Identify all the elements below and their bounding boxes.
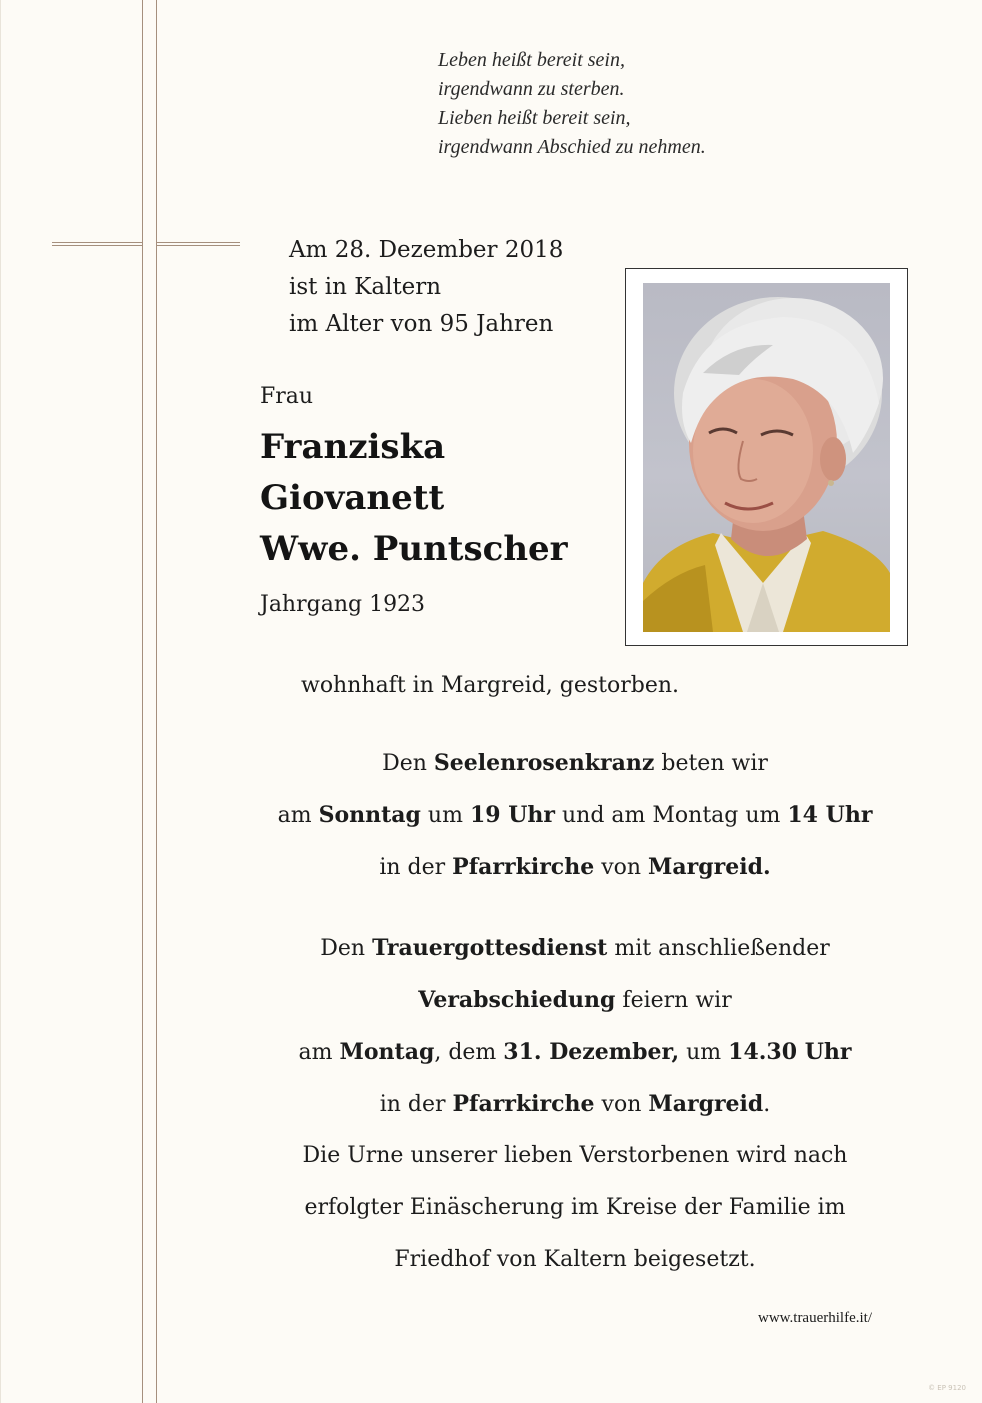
residence-line: wohnhaft in Margreid, gestorben. (300, 673, 680, 698)
rosary-line-1: Den Seelenrosenkranz beten wir (382, 750, 768, 776)
name-line: Wwe. Puntscher (260, 529, 568, 569)
name-line: Giovanett (260, 478, 445, 518)
memorial-quote (438, 46, 706, 162)
salutation: Frau (260, 384, 314, 409)
deceased-name (260, 422, 568, 575)
cross-junction (143, 240, 156, 248)
quote-line: irgendwann zu sterben. (438, 78, 625, 100)
quote-line: Lieben heißt bereit sein, (438, 107, 631, 129)
intro-line: im Alter von 95 Jahren (289, 311, 554, 337)
rosary-line-2: am Sonntag um 19 Uhr und am Montag um 14 Uhr (277, 802, 873, 828)
service-line-4: in der Pfarrkirche von Margreid. (379, 1091, 771, 1117)
funeral-service-block (170, 922, 980, 1286)
rosary-block (170, 737, 980, 893)
name-line: Franziska (260, 427, 446, 467)
print-code: © EP 9120 (928, 1384, 966, 1392)
service-line-2: Verabschiedung feiern wir (418, 987, 732, 1013)
service-line-1: Den Trauergottesdienst mit anschließender (320, 935, 830, 961)
cross-vertical-bar (142, 0, 157, 1403)
urn-line-2: erfolgter Einäscherung im Kreise der Familie im (304, 1195, 846, 1220)
death-announcement-intro (289, 232, 563, 343)
rosary-line-3: in der Pfarrkirche von Margreid. (379, 854, 771, 880)
urn-line-1: Die Urne unserer lieben Verstorbenen wird nach (302, 1143, 848, 1168)
quote-line: irgendwann Abschied zu nehmen. (438, 136, 706, 158)
quote-line: Leben heißt bereit sein, (438, 49, 625, 71)
website-url: www.trauerhilfe.it/ (758, 1310, 872, 1326)
portrait-frame (625, 268, 908, 646)
intro-line: Am 28. Dezember 2018 (289, 237, 564, 263)
portrait-photo (643, 283, 890, 632)
intro-line: ist in Kaltern (289, 274, 442, 300)
service-line-3: am Montag, dem 31. Dezember, um 14.30 Uhr (298, 1039, 852, 1065)
birth-year: Jahrgang 1923 (260, 592, 426, 617)
urn-line-3: Friedhof von Kaltern beigesetzt. (394, 1247, 756, 1272)
